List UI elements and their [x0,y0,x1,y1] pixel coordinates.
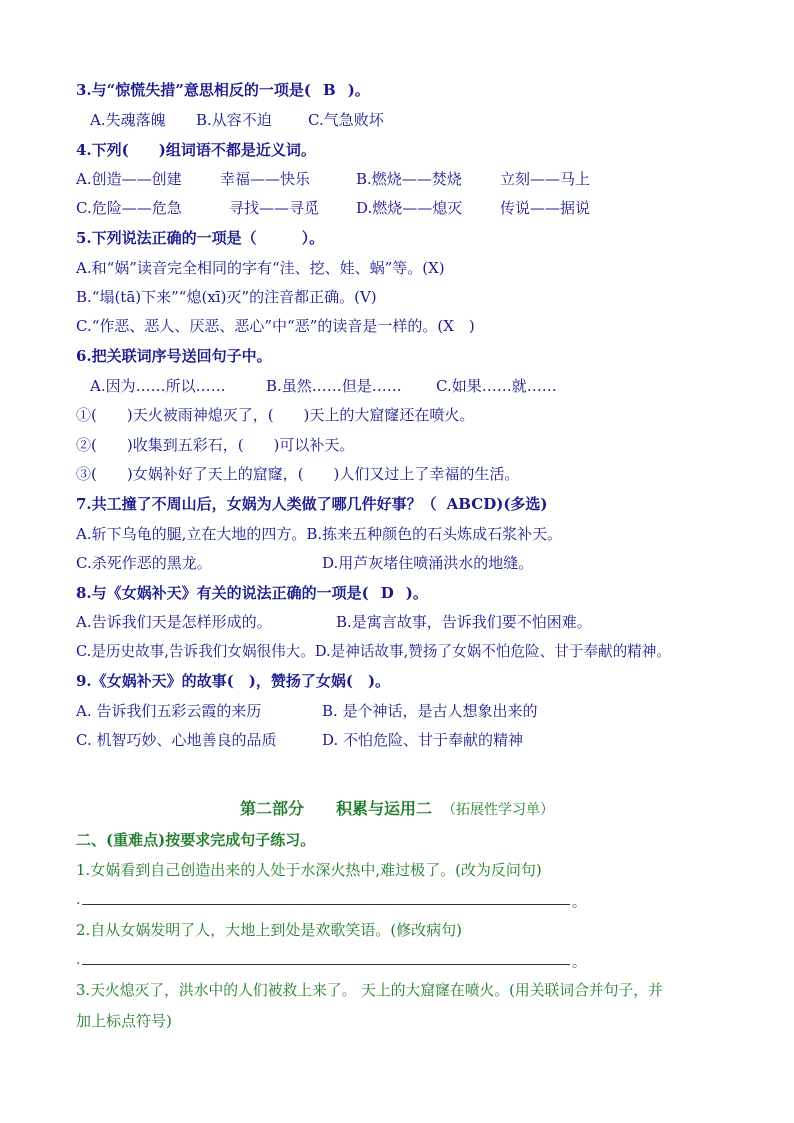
q7-option-c: C.杀死作恶的黑龙。 [76,554,212,572]
q3-options [90,110,410,130]
q7-row-cd [76,553,556,573]
answer-line-2-dot: . [76,952,81,968]
q4-row1-b: B.燃烧——焚烧 [356,170,462,188]
q8-option-cd: C.是历史故事,告诉我们女娲很伟大。D.是神话故事,赞扬了女娲不怕危险、甘于奉献的精神。 [76,643,671,660]
q9-row-ab [76,701,596,721]
part2-subtitle: （拓展性学习单） [442,802,554,818]
answer-line-2-end: 。 [572,955,586,971]
q8-option-a: A.告诉我们天是怎样形成的。 [76,613,272,631]
q8-stem-text: 8.与《女娲补天》有关的说法正确的一项是( [76,584,369,602]
q6-stem: 6.把关联词序号送回句子中。 [76,347,272,365]
q6-option-a: A.因为……所以…… [90,377,226,395]
q9-option-c: C. 机智巧妙、心地善良的品质 [76,731,277,749]
q4-row-1 [76,169,616,189]
answer-line-1-dot: . [76,892,81,908]
q6-item-2: ②( )收集到五彩石，( )可以补天。 [76,436,355,454]
q7-stem-text: 7.共工撞了不周山后，女娲为人类做了哪几件好事？（ [76,495,437,513]
q8-stem [76,583,428,603]
q3-option-b: B.从容不迫 [196,111,272,129]
q9-stem: 9.《女娲补天》的故事( )，赞扬了女娲( )。 [76,672,391,690]
q3-close: )。 [347,81,370,99]
part2-title-text: 第二部分 积累与运用二 [239,799,432,818]
q7-option-d: D.用芦灰堵住喷涌洪水的地缝。 [322,554,534,572]
q6-item-1: ①( )天火被雨神熄灭了，( )天上的大窟窿还在喷火。 [76,406,475,424]
answer-line-1-end: 。 [572,895,586,911]
q4-row1-a2: 幸福——快乐 [220,170,311,188]
q8-close: )。 [405,584,428,602]
q3-stem-text: 3.与“惊慌失措”意思相反的一项是( [76,81,312,99]
q6-item-3: ③( )女娲补好了天上的窟窿，( )人们又过上了幸福的生活。 [76,465,520,483]
q4-row1-a: A.创造——创建 [76,170,182,188]
part2-title [0,796,794,819]
answer-line-1[interactable] [76,892,586,910]
q5-stem: 5.下列说法正确的一项是（ ）。 [76,229,325,247]
q7-option-ab: A.斩下乌龟的腿,立在大地的四方。B.拣来五种颜色的石头炼成石浆补天。 [76,525,563,543]
part2-item-3-continued: 加上标点符号) [76,1012,172,1030]
q8-option-b: B.是寓言故事，告诉我们要不怕困难。 [336,613,592,631]
q7-close: )(多选) [496,495,548,513]
q6-options [90,376,570,396]
q9-row-cd [76,730,596,750]
q4-row2-c2: 寻找——寻觅 [229,199,320,217]
q4-row2-c: C.危险——危急 [76,199,182,217]
answer-line-2-rule [82,964,570,965]
q5-option-c: C.“作恶、恶人、厌恶、恶心”中“恶”的读音是一样的。(X ) [76,317,475,335]
q7-answer: ABCD [446,495,497,513]
q4-row1-b2: 立刻——马上 [500,170,591,188]
q3-answer: B [323,81,336,99]
q8-answer: D [380,584,394,602]
part2-item-2: 2.自从女娲发明了人，大地上到处是欢歌笑语。(修改病句) [76,921,463,939]
q9-option-b: B. 是个神话，是古人想象出来的 [322,702,538,720]
q9-option-a: A. 告诉我们五彩云霞的来历 [76,702,262,720]
answer-line-1-rule [82,904,570,905]
part2-section-heading: 二、(重难点)按要求完成句子练习。 [76,831,316,849]
q5-option-a: A.和“娲”读音完全相同的字有“洼、挖、娃、蜗”等。(X) [76,259,445,277]
q7-stem [76,494,548,514]
q3-option-a: A.失魂落魄 [90,111,166,129]
part2-item-3: 3.天火熄灭了，洪水中的人们被救上来了。 天上的大窟窿在喷火。(用关联词合并句子，并 [76,982,663,999]
q4-row-2 [76,198,616,218]
q9-option-d: D. 不怕危险、甘于奉献的精神 [322,731,524,749]
q6-option-b: B.虽然……但是…… [266,377,402,395]
q4-row2-d: D.燃烧——熄灭 [356,199,463,217]
q8-row-ab [76,612,636,632]
part2-item-1: 1.女娲看到自己创造出来的人处于水深火热中,难过极了。(改为反问句) [76,861,542,879]
q6-option-c: C.如果……就…… [436,377,557,395]
q4-stem: 4.下列( )组词语不都是近义词。 [76,141,316,159]
q3-stem [76,80,370,100]
q3-option-c: C.气急败坏 [308,111,384,129]
answer-line-2[interactable] [76,952,586,970]
q5-option-b: B.“塌(tā)下来”“熄(xī)灭”的注音都正确。(V) [76,288,377,306]
q4-row2-d2: 传说——据说 [500,199,591,217]
